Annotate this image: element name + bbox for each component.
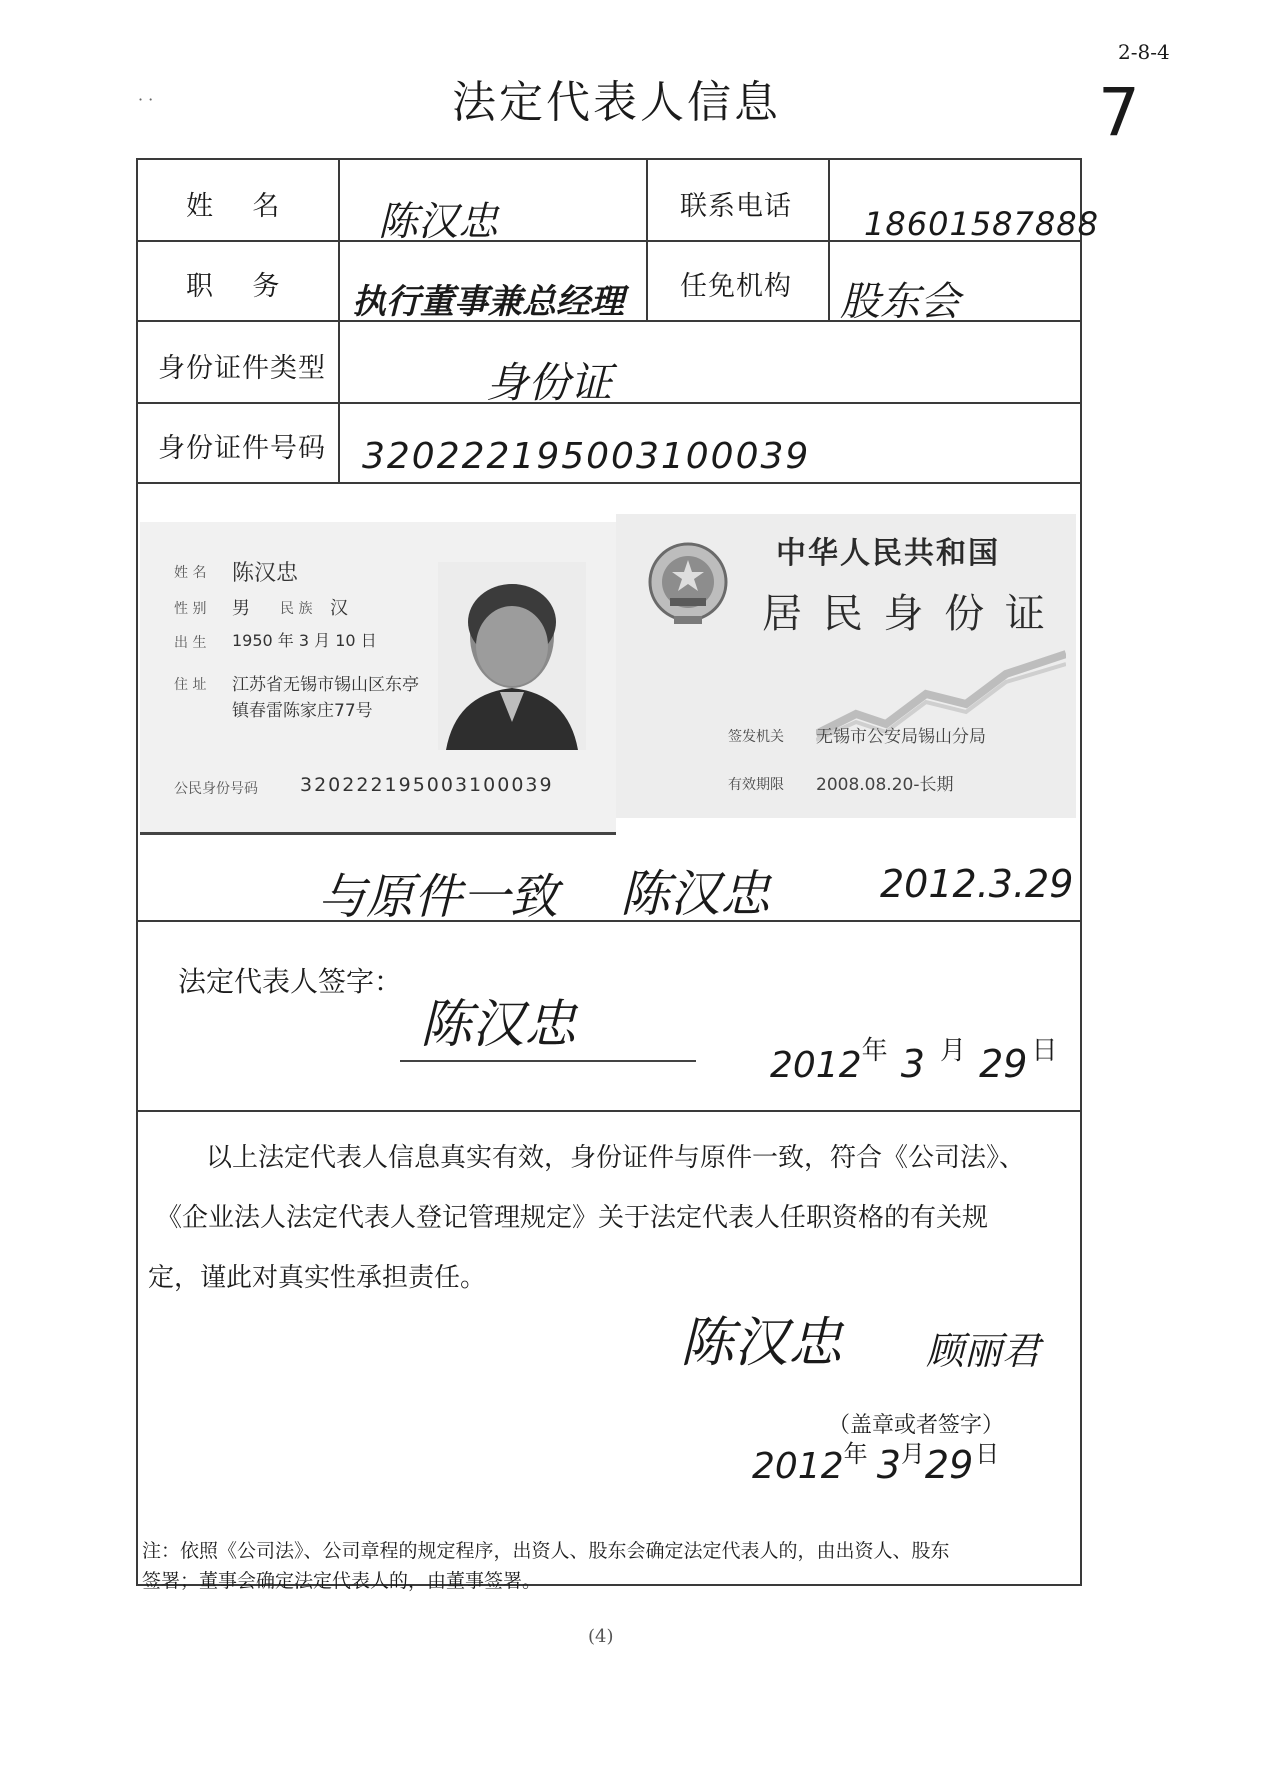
stamp-note: （盖章或者签字）: [828, 1413, 1005, 1438]
form-left-border: [136, 158, 138, 1586]
id-card-back: [616, 514, 1076, 818]
card-birth: 1950 年 3 月 10 日: [232, 631, 377, 650]
rep-date-day: 29: [979, 1042, 1028, 1086]
card-name: 陈汉忠: [232, 561, 299, 586]
signature-underline: [400, 1060, 696, 1062]
rep-year-char: 年: [861, 1036, 888, 1066]
rep-day-char: 日: [1031, 1036, 1058, 1066]
position-value: 执行董事兼总经理: [352, 282, 624, 322]
name-label: 姓 名: [186, 191, 281, 222]
validity: 2008.08.20-长期: [816, 775, 954, 795]
rep-signature-label: 法定代表人签字：: [178, 965, 403, 998]
country-name: 中华人民共和国: [776, 536, 1000, 571]
footnote-line-1: 注：依照《公司法》、公司章程的规定程序，出资人、股东会确定法定代表人的，由出资人、股东: [142, 1540, 950, 1562]
bottom-year-char: 年: [843, 1440, 868, 1468]
id-type-value: 身份证: [486, 358, 613, 407]
page-code: 2-8-4: [1118, 40, 1170, 64]
card-address-line2: 镇春雷陈家庄77号: [232, 701, 373, 721]
card-ethnicity-key: 民 族: [280, 601, 313, 617]
portrait-photo: [438, 562, 586, 750]
id-number-label: 身份证件号码: [158, 433, 326, 464]
declaration-line-3: 定，谨此对真实性承担责任。: [148, 1263, 487, 1293]
row-divider-4: [136, 482, 1082, 484]
issuer-key: 签发机关: [728, 729, 784, 745]
col-divider-c: [828, 158, 830, 322]
card-address-key: 住 址: [174, 677, 207, 693]
page-title: 法定代表人信息: [452, 77, 781, 128]
rep-signature: 陈汉忠: [420, 995, 577, 1055]
bottom-signer-1: 陈汉忠: [680, 1311, 842, 1374]
phone-label: 联系电话: [680, 191, 792, 222]
card-title: 居 民 身 份 证: [762, 591, 1049, 637]
col-divider-a: [338, 158, 340, 482]
national-emblem-icon: [644, 538, 732, 630]
id-type-label: 身份证件类型: [158, 353, 326, 384]
bottom-month-char: 月: [900, 1440, 925, 1468]
rep-date: [770, 1030, 1058, 1086]
note-row-bottom: [136, 920, 1082, 922]
declaration-line-2: 《企业法人法定代表人登记管理规定》关于法定代表人任职资格的有关规: [156, 1203, 989, 1233]
rep-date-month: 3: [900, 1042, 925, 1086]
card-sex-key: 性 别: [174, 601, 207, 617]
bottom-date-day: 29: [924, 1443, 974, 1487]
declaration-line-1: 以上法定代表人信息真实有效，身份证件与原件一致，符合《公司法》、: [206, 1143, 1026, 1173]
form-right-border: [1080, 158, 1082, 1586]
handwritten-signer: 陈汉忠: [620, 865, 770, 923]
appointer-label: 任免机构: [680, 271, 792, 302]
appointer-value: 股东会: [840, 279, 960, 325]
rep-date-year: 2012: [770, 1045, 862, 1086]
scan-dots: · ·: [138, 90, 154, 109]
col-divider-b: [646, 158, 648, 322]
card-sex: 男: [232, 598, 250, 619]
id-card-front: [140, 522, 616, 835]
card-ethnicity: 汉: [330, 598, 348, 619]
card-address-line1: 江苏省无锡市锡山区东亭: [232, 675, 419, 695]
bottom-date: [752, 1434, 999, 1487]
bottom-day-char: 日: [975, 1440, 1000, 1468]
rep-month-char: 月: [940, 1036, 967, 1066]
card-birth-key: 出 生: [174, 635, 207, 651]
bottom-signer-2: 顾丽君: [926, 1329, 1041, 1373]
page-number: (4): [588, 1626, 614, 1647]
bottom-date-year: 2012: [752, 1446, 844, 1487]
table-top-border: [136, 158, 1082, 160]
issuer: 无锡市公安局锡山分局: [816, 727, 986, 747]
footnote-line-2: 签署；董事会确定法定代表人的，由董事签署。: [142, 1570, 542, 1592]
corner-mark: 7: [1098, 74, 1140, 151]
signature-section-bottom: [136, 1110, 1082, 1112]
validity-key: 有效期限: [728, 777, 784, 793]
handwritten-verification: 与原件一致: [318, 869, 559, 925]
position-label: 职 务: [186, 271, 281, 302]
name-value: 陈汉忠: [378, 199, 498, 245]
bottom-date-month: 3: [876, 1443, 901, 1487]
card-id-key: 公民身份号码: [174, 781, 258, 797]
card-id-number: 320222195003100039: [300, 774, 554, 796]
id-number-value: 320222195003100039: [362, 436, 811, 477]
handwritten-date: 2012.3.29: [880, 862, 1074, 906]
card-name-key: 姓 名: [174, 565, 207, 581]
phone-value: 18601587888: [864, 205, 1099, 243]
